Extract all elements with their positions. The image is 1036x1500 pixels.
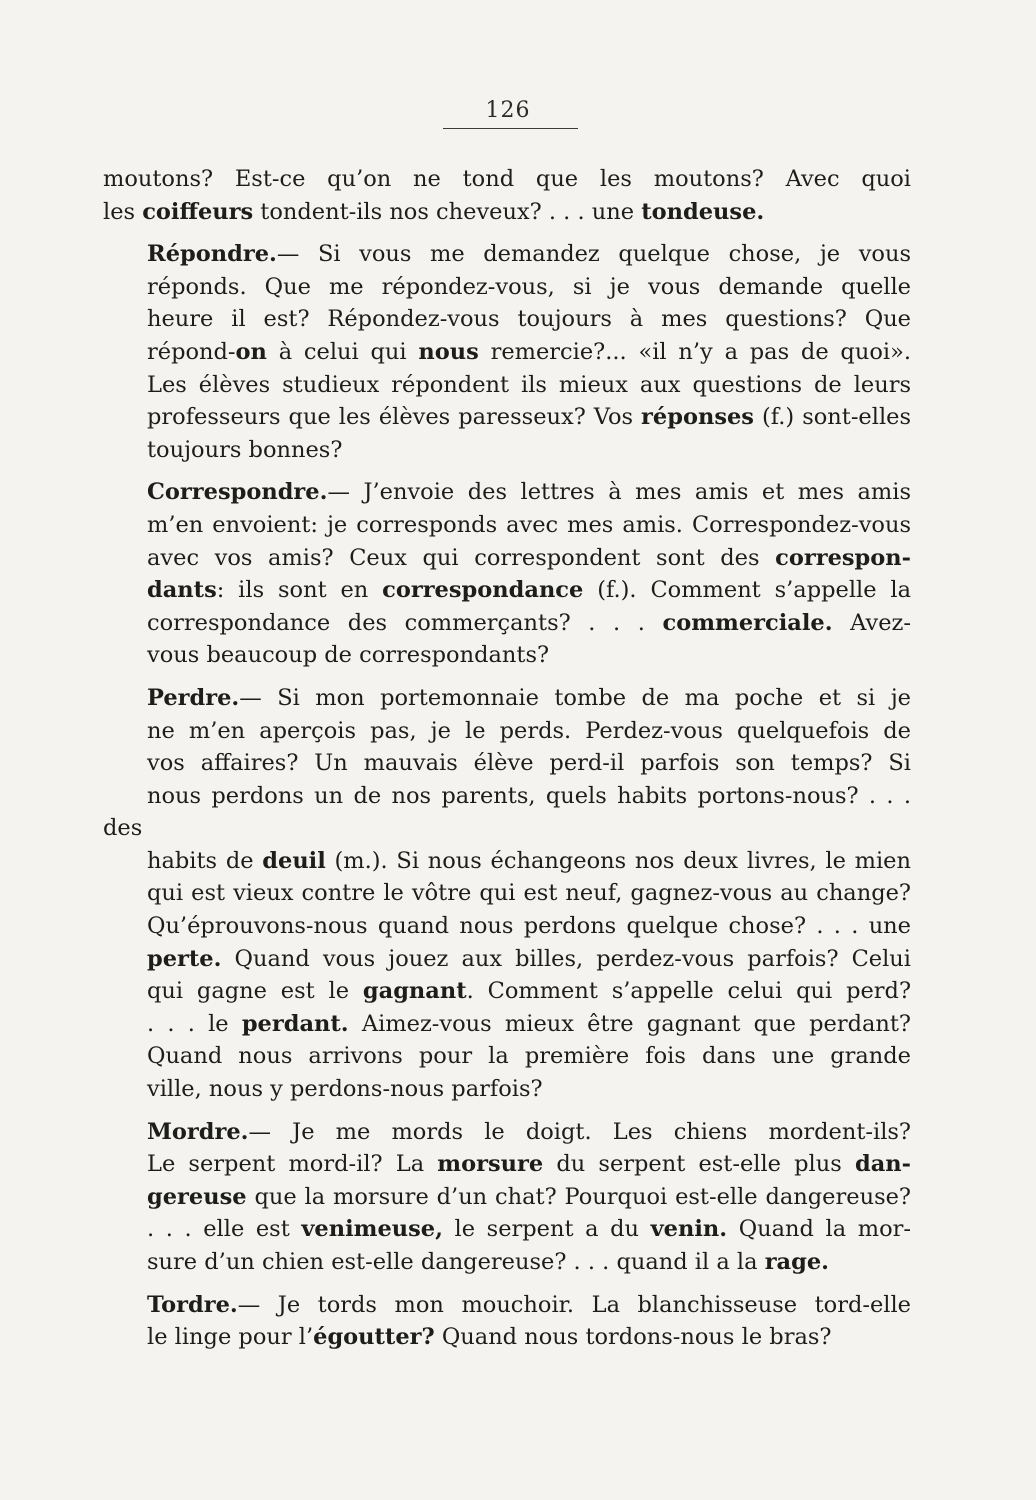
text-segment: qui est vieux contre le vôtre qui est neuf, gagnez-vous au change? xyxy=(147,880,911,907)
text-line xyxy=(103,877,911,910)
text-segment: (f.) sont-elles xyxy=(753,404,911,431)
text-line xyxy=(103,975,911,1008)
text-segment: — Si mon portemonnaie tombe de ma poche et si je xyxy=(239,684,911,711)
paragraph xyxy=(103,238,911,466)
text-segment: à celui qui xyxy=(266,338,419,365)
text-line xyxy=(103,336,911,369)
text-segment: Les élèves studieux répondent ils mieux aux questions de leurs xyxy=(147,371,911,398)
text-line xyxy=(103,607,911,640)
paragraph xyxy=(103,682,911,1106)
text-segment: Aimez-vous mieux être gagnant que perdant? xyxy=(348,1010,911,1037)
bold-term: venimeuse, xyxy=(301,1216,443,1243)
text-segment: ville, nous y perdons-nous parfois? xyxy=(147,1076,543,1103)
bold-term: correspondance xyxy=(382,577,584,604)
text-line xyxy=(103,1148,911,1181)
text-line xyxy=(103,845,911,878)
paragraph xyxy=(103,476,911,672)
text-line xyxy=(103,1321,911,1354)
bold-term: coiffeurs xyxy=(142,198,254,225)
bold-term: Répondre. xyxy=(147,241,277,268)
text-segment: sure d’un chien est-elle dangereuse? . . . quand il a la xyxy=(147,1249,765,1275)
page-number: 126 xyxy=(485,98,531,123)
bold-term: Correspondre. xyxy=(147,479,328,506)
bold-term: égoutter? xyxy=(313,1324,435,1351)
bold-term: Perdre. xyxy=(147,684,240,711)
text-line xyxy=(103,1116,911,1149)
text-line xyxy=(103,1008,911,1041)
page-body xyxy=(103,163,911,1364)
text-segment: — Je me mords le doigt. Les chiens mordent-ils? xyxy=(248,1118,911,1145)
text-line xyxy=(103,542,911,575)
text-segment: répond- xyxy=(147,338,236,365)
bold-term: Mordre. xyxy=(147,1118,249,1145)
text-line xyxy=(103,238,911,271)
paragraph xyxy=(103,1289,911,1354)
text-line xyxy=(103,1289,911,1322)
text-line xyxy=(103,1246,911,1279)
text-segment: toujours bonnes? xyxy=(147,436,343,463)
text-segment: Quand nous tordons-nous le bras? xyxy=(434,1324,832,1351)
text-segment: remercie?... «il n’y a pas de quoi». xyxy=(478,338,911,365)
text-line xyxy=(103,369,911,402)
text-segment: — J’envoie des lettres à mes amis et mes amis xyxy=(327,479,911,506)
text-line xyxy=(103,780,911,845)
text-segment: Le serpent mord-il? La xyxy=(147,1151,438,1178)
text-segment: vos affaires? Un mauvais élève perd-il parfois son temps? Si xyxy=(147,750,911,777)
text-segment: Quand nous arrivons pour la première fois dans une grande xyxy=(147,1043,911,1070)
text-segment: moutons? Est-ce qu’on ne tond que les moutons? Avec quoi xyxy=(103,166,911,192)
bold-term: commerciale. xyxy=(662,609,833,636)
bold-term: réponses xyxy=(641,404,754,431)
text-segment: Qu’éprouvons-nous quand nous perdons quelque chose? . . . une xyxy=(147,913,911,940)
text-line xyxy=(103,163,911,196)
bold-term: Tordre. xyxy=(147,1291,238,1318)
text-line xyxy=(103,509,911,542)
bold-term: perdant. xyxy=(241,1010,349,1037)
text-line xyxy=(103,747,911,780)
text-segment: (f.). Comment s’appelle la xyxy=(583,577,911,604)
text-segment: qui gagne est le xyxy=(147,978,363,1005)
text-line xyxy=(103,1040,911,1073)
text-line xyxy=(103,476,911,509)
bold-term: morsure xyxy=(437,1151,544,1178)
text-line xyxy=(103,1181,911,1214)
text-segment: Quand la mor- xyxy=(727,1216,911,1243)
text-segment: vous beaucoup de correspondants? xyxy=(147,642,550,669)
text-line xyxy=(103,303,911,336)
text-line xyxy=(103,401,911,434)
text-line xyxy=(103,196,911,229)
text-segment: — Je tords mon mouchoir. La blanchisseuse tord-elle xyxy=(237,1291,911,1318)
text-segment: tondent-ils nos cheveux? . . . une xyxy=(253,198,642,225)
text-line xyxy=(103,1213,911,1246)
text-line xyxy=(103,910,911,943)
text-line xyxy=(103,574,911,607)
text-segment: professeurs que les élèves paresseux? Vos xyxy=(147,404,642,431)
text-line xyxy=(103,271,911,304)
text-segment: Quand vous jouez aux billes, perdez-vous parfois? Celui xyxy=(221,945,911,972)
text-line xyxy=(103,434,911,467)
bold-term: gereuse xyxy=(147,1183,247,1210)
header-rule xyxy=(443,128,578,129)
bold-term: tondeuse. xyxy=(641,198,765,225)
text-segment: nous perdons un de nos parents, quels habits portons-nous? . . . des xyxy=(103,782,911,842)
bold-term: correspon- xyxy=(775,544,911,571)
text-segment: . . . le xyxy=(147,1010,242,1037)
text-segment: Avez- xyxy=(832,609,911,636)
text-segment: avec vos amis? Ceux qui correspondent sont des xyxy=(147,544,776,571)
bold-term: perte. xyxy=(147,945,222,972)
text-line xyxy=(103,639,911,672)
text-segment: le linge pour l’ xyxy=(147,1324,314,1351)
text-segment: — Si vous me demandez quelque chose, je vous xyxy=(276,241,911,268)
text-line xyxy=(103,682,911,715)
bold-term: nous xyxy=(418,338,479,365)
paragraph xyxy=(103,163,911,228)
text-line xyxy=(103,1073,911,1106)
text-segment: correspondance des commerçants? . . . xyxy=(147,609,663,636)
text-line xyxy=(103,943,911,976)
text-segment: les xyxy=(103,198,143,225)
text-line xyxy=(103,715,911,748)
bold-term: venin. xyxy=(650,1216,728,1243)
bold-term: on xyxy=(235,338,267,365)
bold-term: gagnant xyxy=(362,978,467,1005)
text-segment: le serpent a du xyxy=(442,1216,651,1243)
text-segment: habits de xyxy=(147,847,263,874)
text-segment: m’en envoient: je corresponds avec mes amis. Correspondez-vous xyxy=(147,511,911,538)
text-segment: (m.). Si nous échangeons nos deux livres, le mien xyxy=(325,847,911,874)
bold-term: rage. xyxy=(764,1249,830,1275)
text-segment: . Comment s’appelle celui qui perd? xyxy=(466,978,912,1005)
text-segment: : ils sont en xyxy=(216,577,383,604)
paragraph xyxy=(103,1116,911,1279)
text-segment: que la morsure d’un chat? Pourquoi est-elle dangereuse? xyxy=(246,1183,911,1210)
text-segment: ne m’en aperçois pas, je le perds. Perdez-vous quelquefois de xyxy=(147,717,911,744)
bold-term: dants xyxy=(147,577,217,604)
text-segment: heure il est? Répondez-vous toujours à mes questions? Que xyxy=(147,306,911,333)
text-segment: réponds. Que me répondez-vous, si je vous demande quelle xyxy=(147,273,911,300)
text-segment: du serpent est-elle plus xyxy=(543,1151,855,1178)
text-segment: . . . elle est xyxy=(147,1216,302,1243)
bold-term: dan- xyxy=(854,1151,911,1178)
bold-term: deuil xyxy=(262,847,326,874)
book-page xyxy=(103,0,911,1500)
